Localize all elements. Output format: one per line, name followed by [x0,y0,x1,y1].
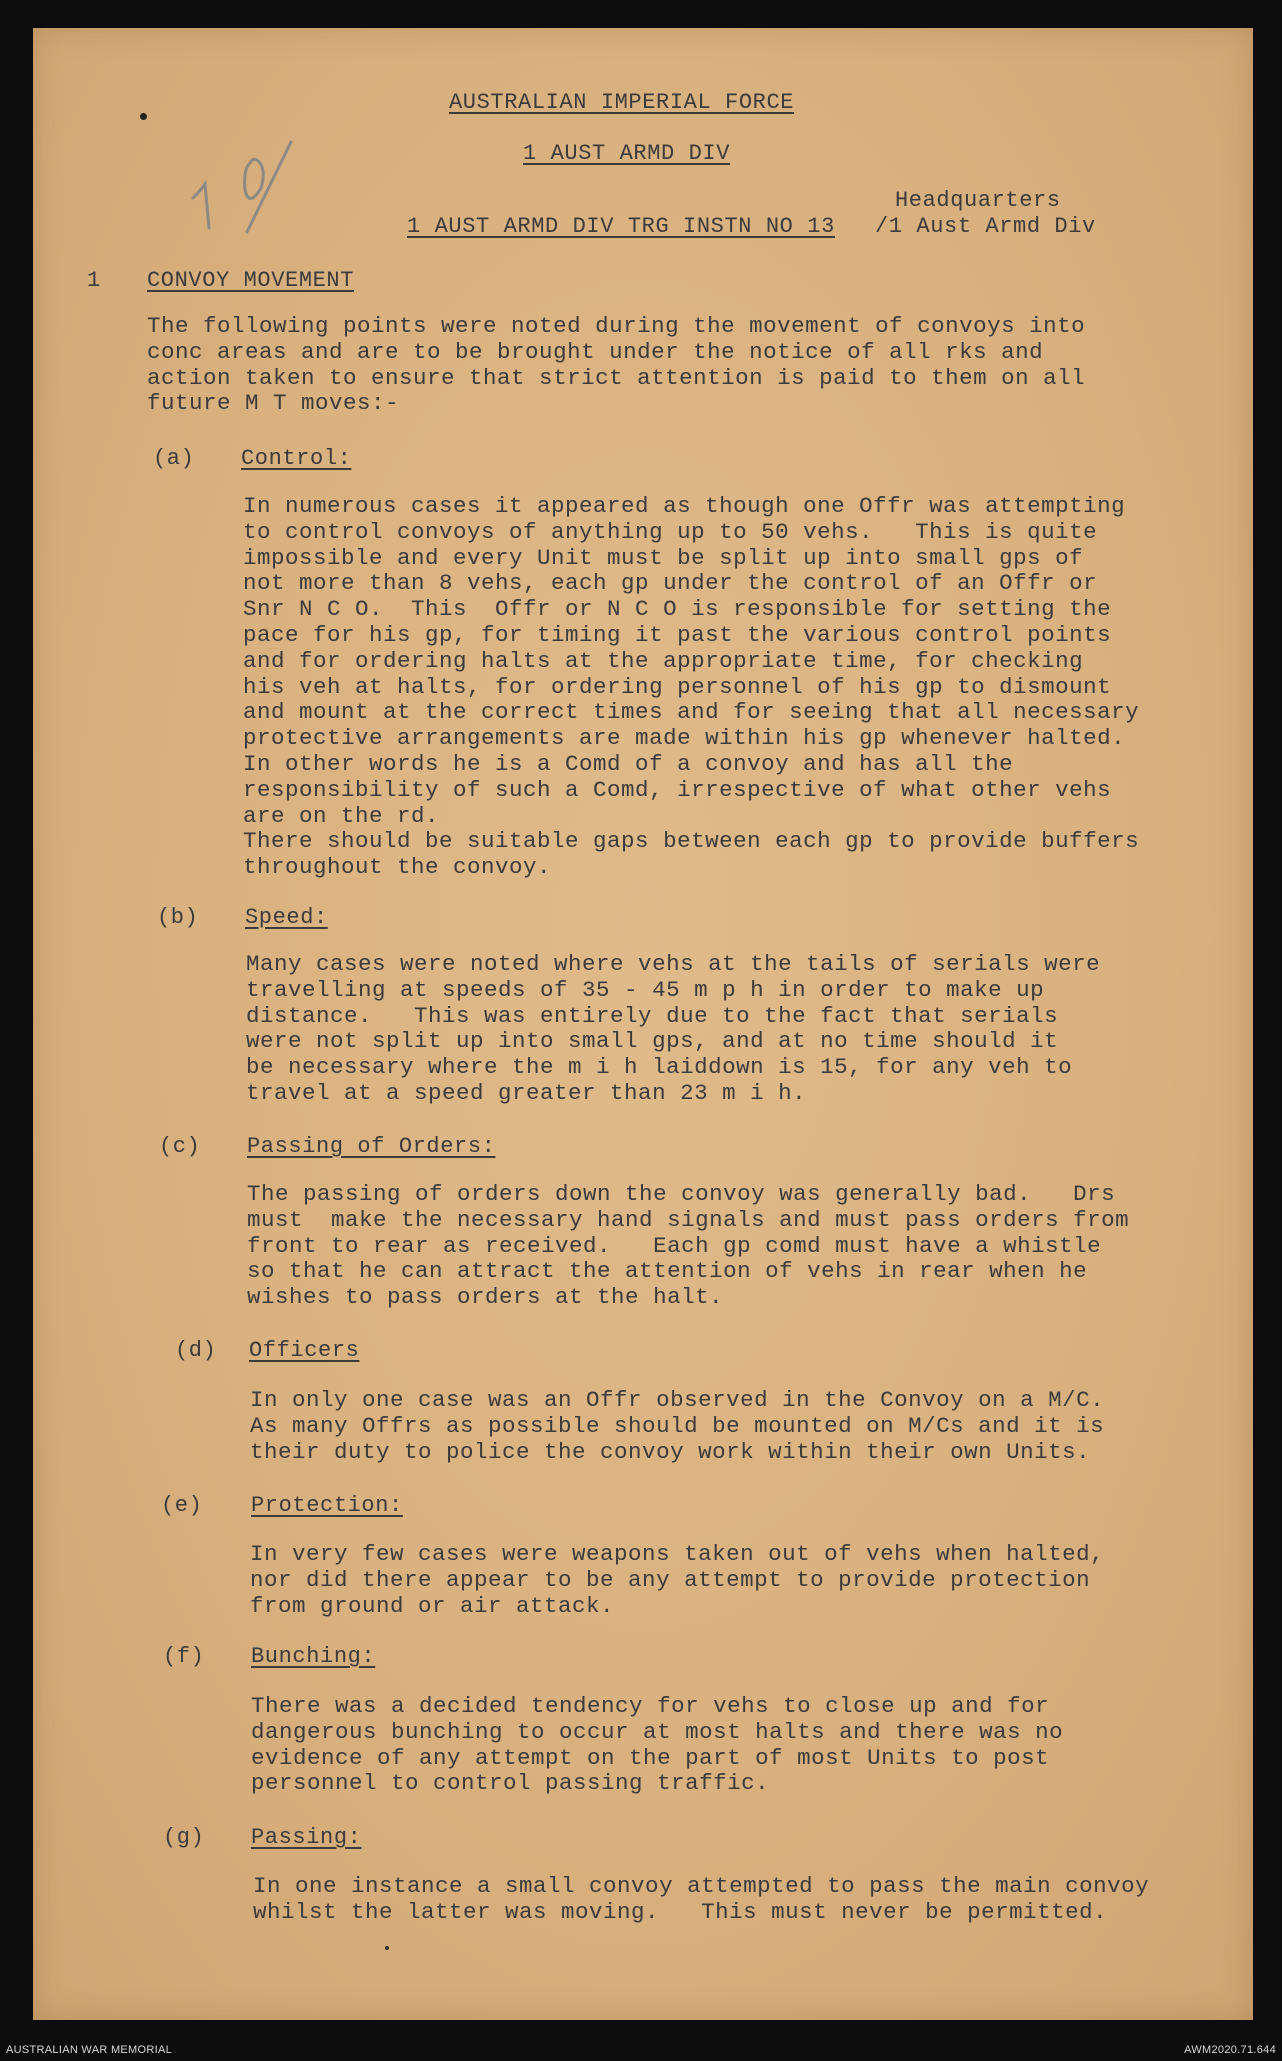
body-line: their duty to police the convoy work within their own Units. [250,1438,1091,1465]
archive-credit: AUSTRALIAN WAR MEMORIAL [6,2044,173,2056]
intro-line: conc areas and are to be brought under the notice of all rks and [147,338,1044,365]
intro-line: future M T moves:- [147,390,400,417]
body-line: so that he can attract the attention of vehs in rear when he [247,1258,1088,1285]
body-line: The passing of orders down the convoy was generally bad. Drs [247,1181,1116,1207]
item-heading-passing-orders: Passing of Orders: [247,1134,496,1159]
item-letter-e: (e) [161,1493,203,1518]
intro-line: action taken to ensure that strict attention is paid to them on all [147,364,1086,391]
item-heading-control: Control: [241,446,352,471]
body-line: whilst the latter was moving. This must never be permitted. [253,1898,1108,1925]
ink-speck [385,1946,389,1950]
section-title: CONVOY MOVEMENT [147,268,355,293]
item-body-bunching [251,1694,1063,1797]
intro-line: The following points were noted during the movement of convoys into [147,313,1086,339]
body-line: There should be suitable gaps between each gp to provide buffers [243,828,1140,855]
header-hq-line1: Headquarters [895,188,1061,213]
item-body-control [243,494,1139,881]
body-line: Snr N C O. This Offr or N C O is responsible for setting the [243,596,1112,623]
body-line: distance. This was entirely due to the fact that serials [246,1002,1059,1029]
pencil-annotation [173,128,303,248]
body-line: impossible and every Unit must be split up into small gps of [243,544,1084,571]
header-hq-line2: /1 Aust Armd Div [875,214,1096,239]
item-body-speed [246,952,1100,1107]
ink-dot [140,113,147,120]
body-line: There was a decided tendency for vehs to close up and for [251,1693,1050,1719]
item-heading-officers: Officers [249,1338,360,1363]
item-letter-g: (g) [163,1825,205,1850]
body-line: nor did there appear to be any attempt to provide protection [250,1566,1091,1593]
item-heading-passing: Passing: [251,1825,362,1850]
body-line: dangerous bunching to occur at most halts and there was no [251,1718,1064,1745]
body-line: and for ordering halts at the appropriate time, for checking [243,647,1084,674]
instruction-title: 1 AUST ARMD DIV TRG INSTN NO 13 [407,214,835,239]
body-line: from ground or air attack. [250,1592,615,1619]
body-line: be necessary where the m i h laiddown is 15, for any veh to [246,1054,1073,1081]
item-letter-f: (f) [163,1644,205,1669]
item-letter-c: (c) [159,1134,201,1159]
body-line: are on the rd. [243,802,440,829]
item-body-officers [250,1388,1104,1465]
body-line: In one instance a small convoy attempted to pass the main convoy [253,1873,1150,1899]
body-line: must make the necessary hand signals and must pass orders from [247,1206,1130,1233]
body-line: personnel to control passing traffic. [251,1770,770,1797]
item-heading-protection: Protection: [251,1493,403,1518]
section-intro [147,314,1085,417]
body-line: pace for his gp, for timing it past the various control points [243,621,1112,648]
body-line: Many cases were noted where vehs at the tails of serials were [246,951,1101,977]
body-line: travel at a speed greater than 23 m i h. [246,1079,807,1106]
body-line: were not split up into small gps, and at no time should it [246,1028,1059,1055]
item-letter-a: (a) [153,446,195,471]
item-body-passing [253,1874,1149,1926]
header-division: 1 AUST ARMD DIV [523,141,731,166]
body-line: throughout the convoy. [243,854,552,881]
item-letter-d: (d) [175,1338,217,1363]
item-letter-b: (b) [157,905,199,930]
body-line: front to rear as received. Each gp comd must have a whistle [247,1232,1102,1259]
archive-reference: AWM2020.71.644 [1184,2044,1276,2056]
body-line: In only one case was an Offr observed in the Convoy on a M/C. [250,1387,1105,1413]
body-line: protective arrangements are made within his gp whenever halted. [243,725,1126,752]
item-heading-speed: Speed: [245,905,328,930]
body-line: his veh at halts, for ordering personnel of his gp to dismount [243,673,1112,700]
body-line: responsibility of such a Comd, irrespective of what other vehs [243,776,1112,803]
body-line: In numerous cases it appeared as though one Offr was attempting [243,493,1126,519]
section-number: 1 [87,268,101,293]
body-line: In very few cases were weapons taken out of vehs when halted, [250,1541,1105,1567]
item-body-passing-orders [247,1182,1129,1311]
body-line: As many Offrs as possible should be mounted on M/Cs and it is [250,1412,1105,1439]
body-line: wishes to pass orders at the halt. [247,1284,724,1311]
body-line: travelling at speeds of 35 - 45 m p h in order to make up [246,976,1045,1003]
item-heading-bunching: Bunching: [251,1644,376,1669]
item-body-protection [250,1542,1104,1619]
body-line: not more than 8 vehs, each gp under the control of an Offr or [243,570,1098,597]
document-page [33,28,1253,2020]
body-line: and mount at the correct times and for seeing that all necessary [243,699,1140,726]
body-line: evidence of any attempt on the part of most Units to post [251,1744,1050,1771]
body-line: to control convoys of anything up to 50 vehs. This is quite [243,518,1098,545]
body-line: In other words he is a Comd of a convoy and has all the [243,750,1014,777]
header-force: AUSTRALIAN IMPERIAL FORCE [449,90,795,115]
